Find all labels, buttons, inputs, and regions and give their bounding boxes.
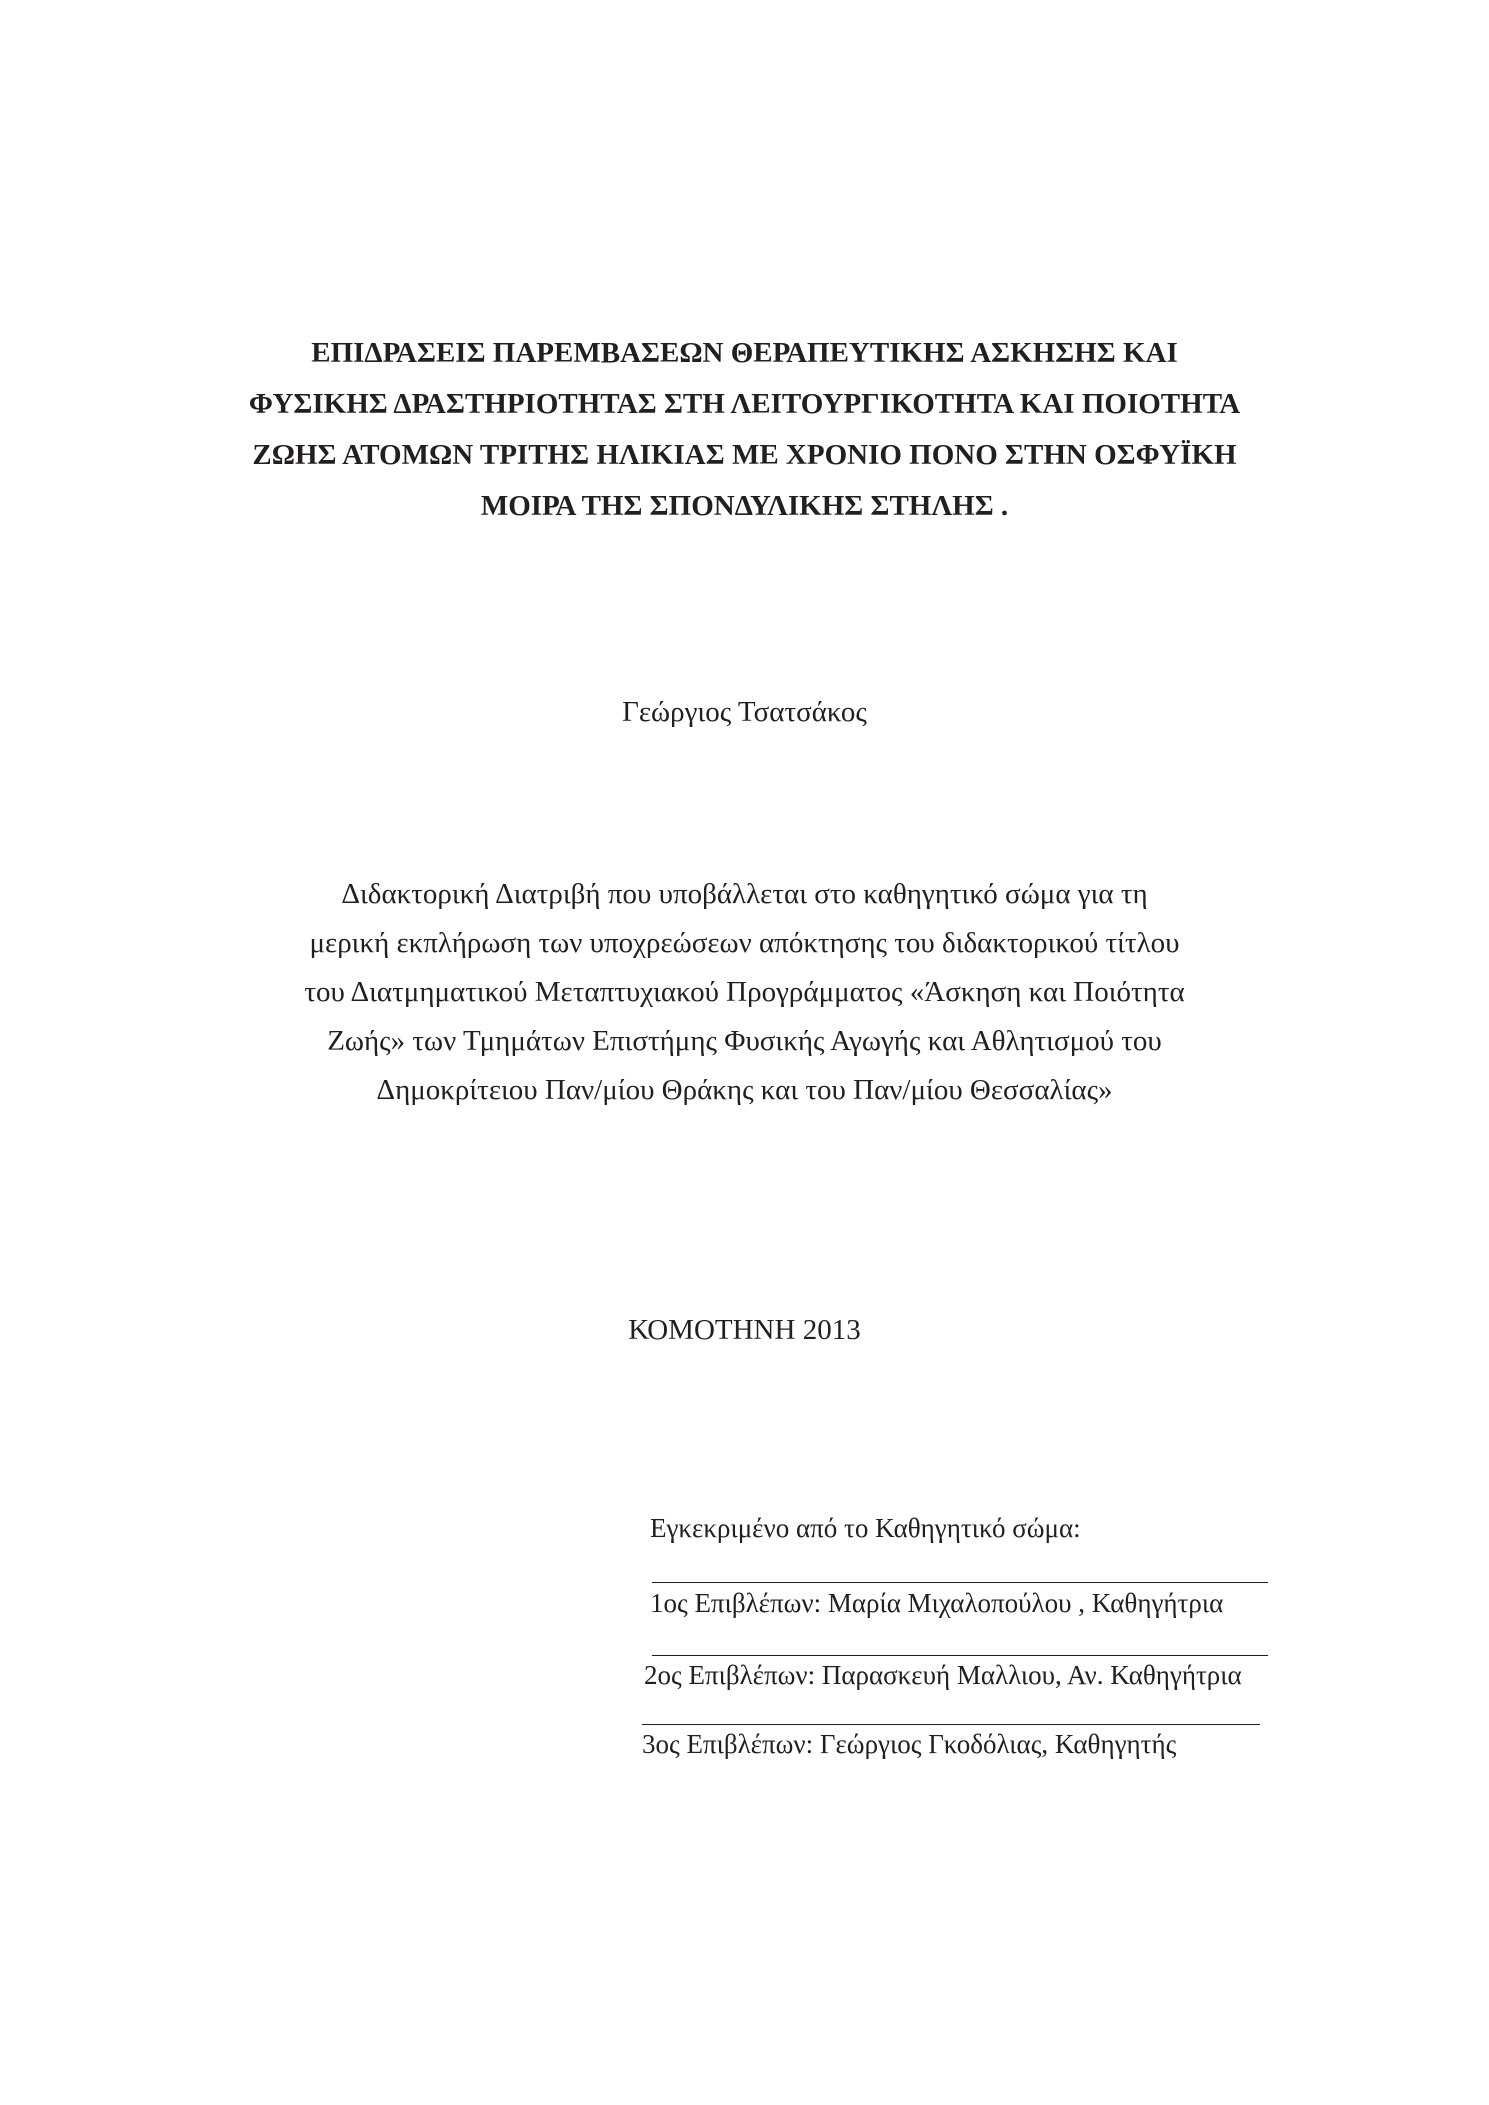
description-line-1: Διδακτορική Διατριβή που υποβάλλεται στο καθηγητικό σώμα για τη xyxy=(341,878,1148,910)
title-line-1: ΕΠΙΔΡΑΣΕΙΣ ΠΑΡΕΜΒΑΣΕΩΝ ΘΕΡΑΠΕΥΤΙΚΗΣ ΑΣΚΗΣΗΣ ΚΑΙ xyxy=(311,337,1178,369)
supervisor-3: 3ος Επιβλέπων: Γεώργιος Γκοδόλιας, Καθηγητής xyxy=(642,1729,1177,1759)
author-name: Γεώργιος Τσατσάκος xyxy=(622,696,867,728)
supervisor-2: 2ος Επιβλέπων: Παρασκευή Μαλλιου, Αν. Καθηγήτρια xyxy=(644,1660,1242,1690)
place-and-year: ΚΟΜΟΤΗΝΗ 2013 xyxy=(628,1314,861,1346)
signature-line-1 xyxy=(652,1582,1268,1583)
title-line-4: ΜΟΙΡΑ ΤΗΣ ΣΠΟΝΔΥΛΙΚΗΣ ΣΤΗΛΗΣ . xyxy=(480,490,1009,522)
signature-line-2 xyxy=(652,1655,1268,1656)
thesis-title xyxy=(0,328,1489,532)
description-line-4: Ζωής» των Τμημάτων Επιστήμης Φυσικής Αγωγής και Αθλητισμού του xyxy=(327,1025,1162,1057)
committee-heading: Εγκεκριμένο από το Καθηγητικό σώμα: xyxy=(650,1513,1081,1543)
description-line-2: μερική εκπλήρωση των υποχρεώσεων απόκτησης του διδακτορικού τίτλου xyxy=(309,927,1180,959)
title-line-3: ΖΩΗΣ ΑΤΟΜΩΝ ΤΡΙΤΗΣ ΗΛΙΚΙΑΣ ΜΕ ΧΡΟΝΙΟ ΠΟΝΟ ΣΤΗΝ ΟΣΦΥΪΚΗ xyxy=(252,439,1237,471)
thesis-description xyxy=(0,870,1489,1115)
description-line-5: Δημοκρίτειου Παν/μίου Θράκης και του Παν/μίου Θεσσαλίας» xyxy=(376,1074,1113,1106)
supervisor-1: 1ος Επιβλέπων: Μαρία Μιχαλοπούλου , Καθηγήτρια xyxy=(650,1588,1224,1618)
title-line-2: ΦΥΣΙΚΗΣ ΔΡΑΣΤΗΡΙΟΤΗΤΑΣ ΣΤΗ ΛΕΙΤΟΥΡΓΙΚΟΤΗΤΑ ΚΑΙ ΠΟΙΟΤΗΤΑ xyxy=(248,388,1241,420)
signature-line-3 xyxy=(642,1724,1260,1725)
description-line-3: του Διατμηματικού Μεταπτυχιακού Προγράμματος «Άσκηση και Ποιότητα xyxy=(304,976,1185,1008)
